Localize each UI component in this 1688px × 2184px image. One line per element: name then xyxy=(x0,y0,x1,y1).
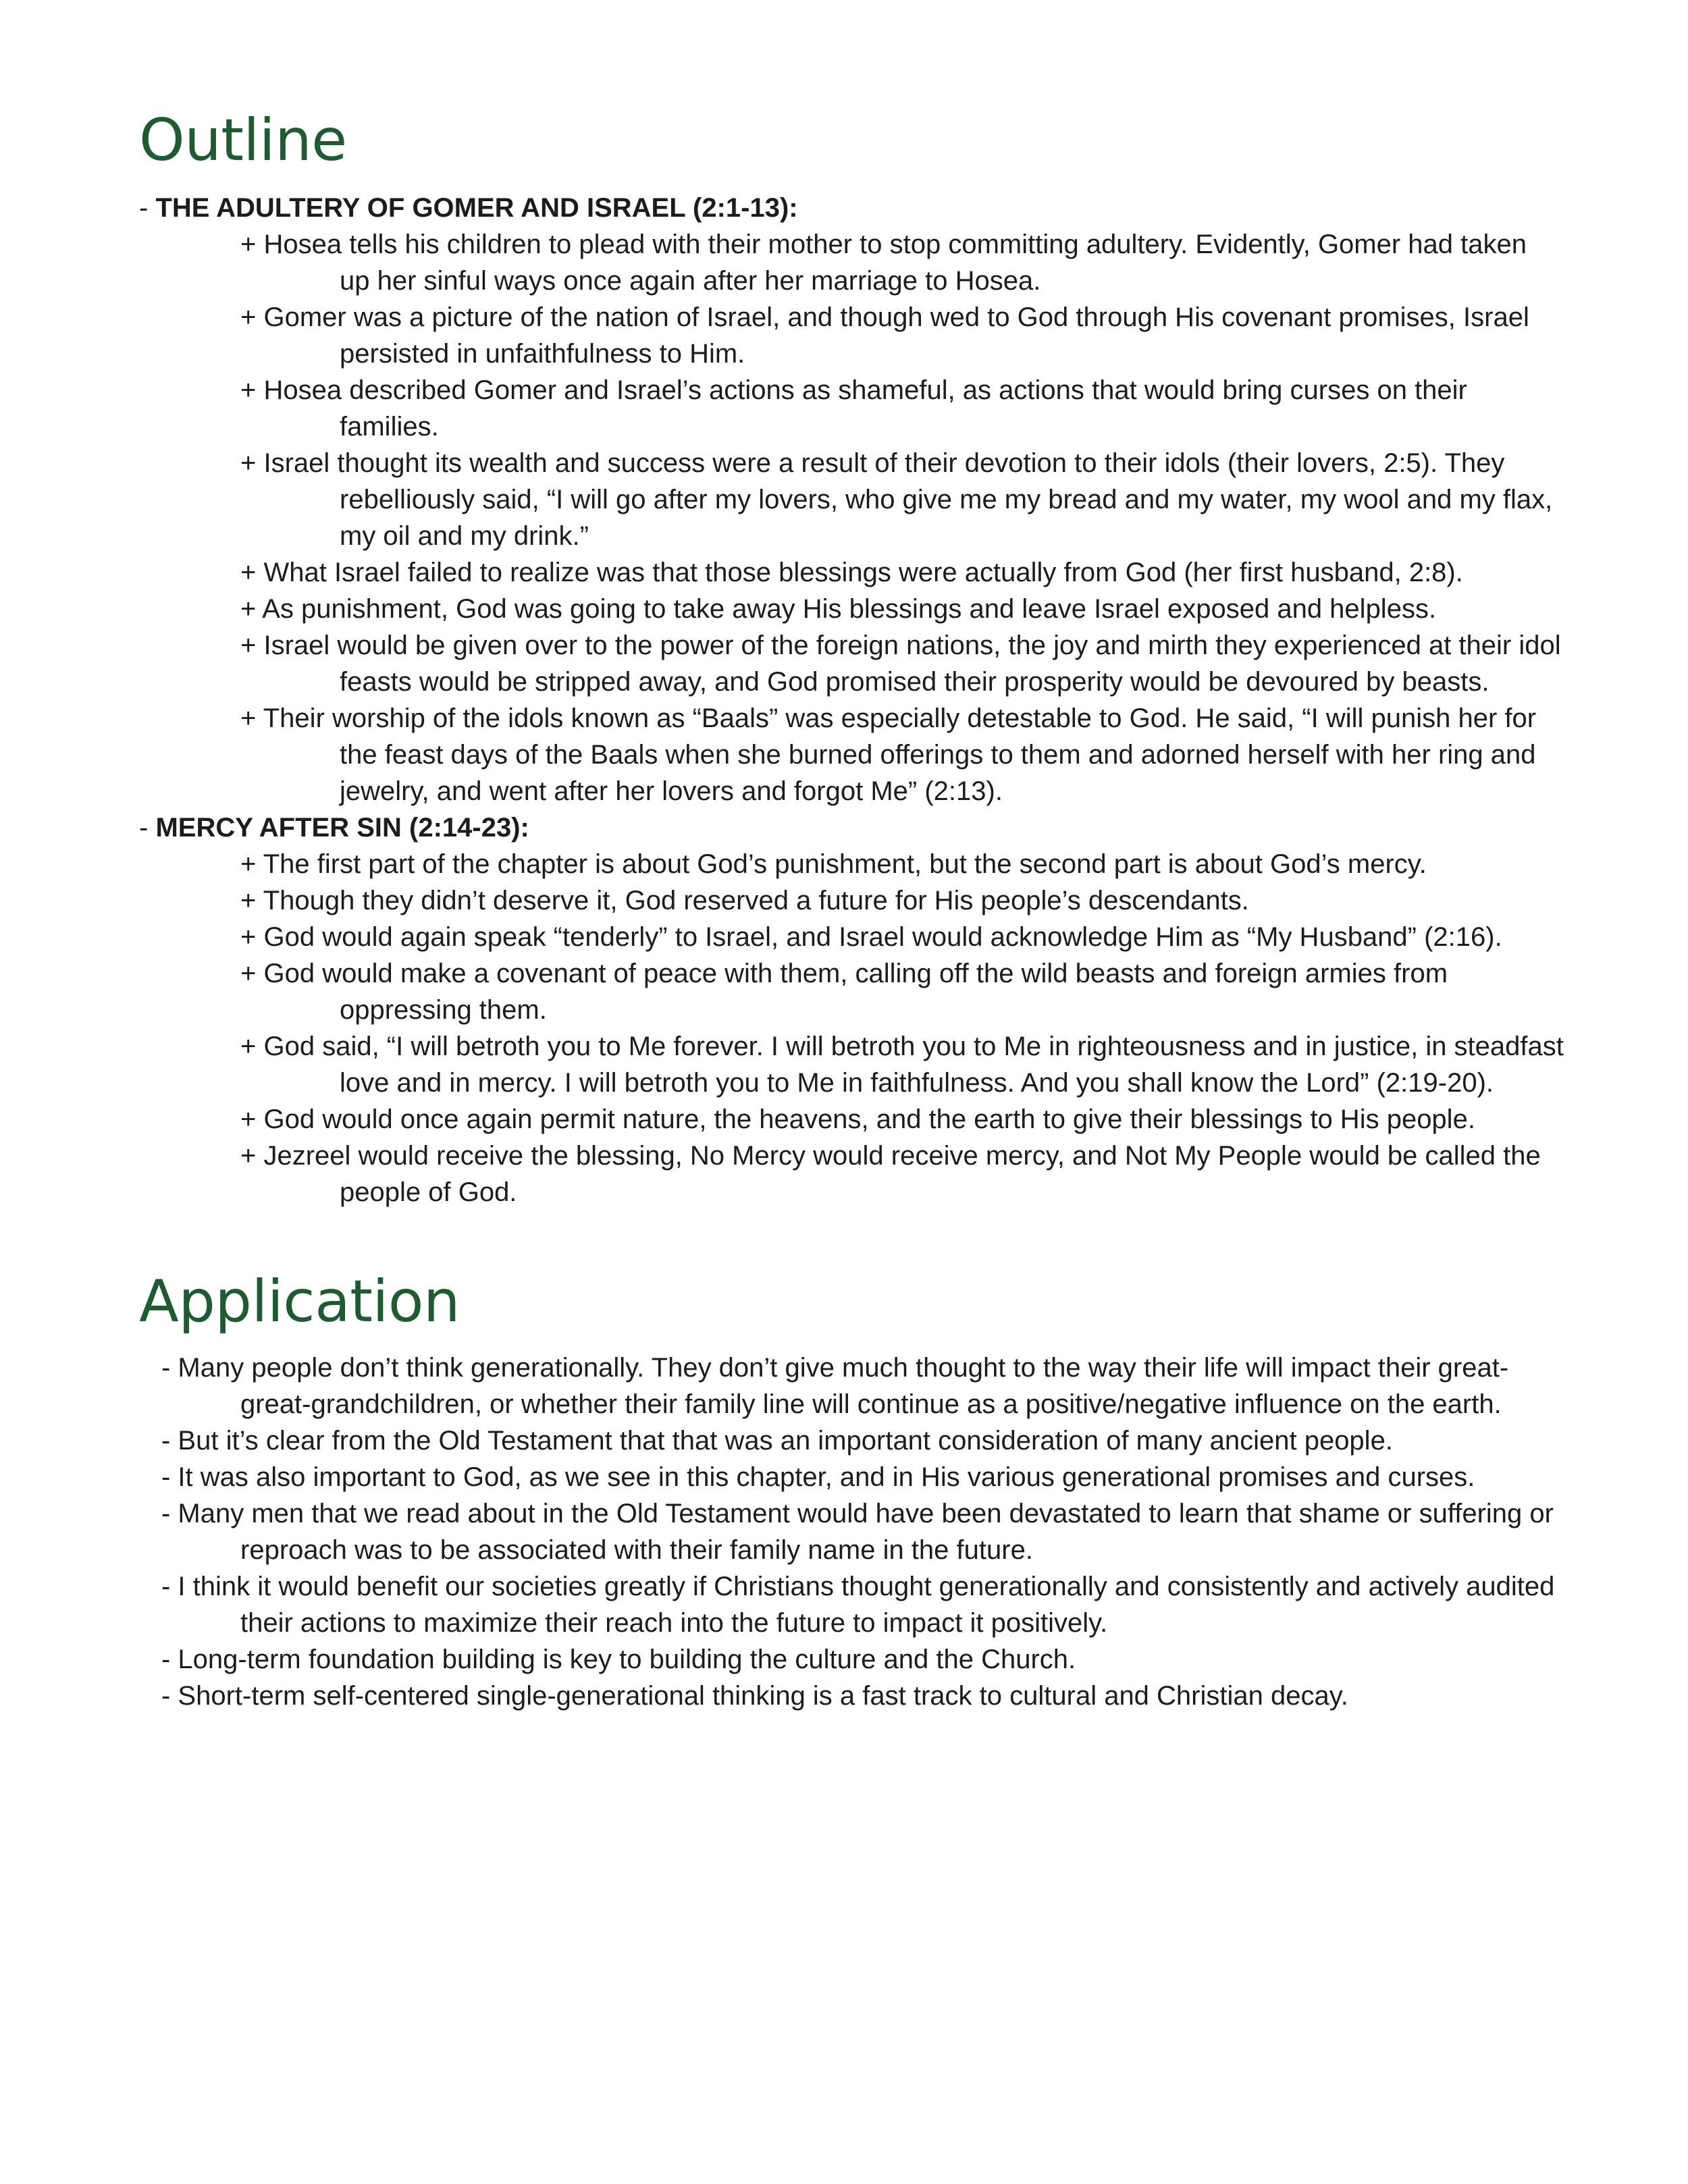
outline-point: + Hosea tells his children to plead with their mother to stop committing adultery. Evidently, Gomer had taken up her sinful ways once again after her marriage to Hosea. xyxy=(240,230,1527,296)
outline-point: + The first part of the chapter is about God’s punishment, but the second part is about God’s mercy. xyxy=(240,849,1427,879)
heading-dash: - xyxy=(139,193,156,223)
heading-text: THE ADULTERY OF GOMER AND ISRAEL (2:1-13): xyxy=(155,193,798,223)
application-title: Application xyxy=(139,1268,460,1335)
outline-heading xyxy=(139,190,1564,226)
outline-point: + Their worship of the idols known as “Baals” was especially detestable to God. He said, “I will punish her for the feast days of the Baals when she burned offerings to them and adorned herself with her ring and jewelry, and went after her lovers and forgot Me” (2:13). xyxy=(240,703,1537,806)
outline-point: + Israel thought its wealth and success were a result of their devotion to their idols (their lovers, 2:5). They rebelliously said, “I will go after my lovers, who give me my bread and my water, my wool and my flax, my oil and my drink.” xyxy=(240,448,1553,551)
application-point: - It was also important to God, as we see in this chapter, and in His various generational promises and curses. xyxy=(161,1462,1475,1492)
outline-point: + God would once again permit nature, the heavens, and the earth to give their blessings to His people. xyxy=(240,1104,1475,1134)
outline-title: Outline xyxy=(139,107,347,174)
outline-point: + God would make a covenant of peace with them, calling off the wild beasts and foreign armies from oppressing them. xyxy=(240,959,1448,1025)
outline-point: + Jezreel would receive the blessing, No Mercy would receive mercy, and Not My People would be called the people of God. xyxy=(240,1141,1541,1207)
document-page xyxy=(139,107,1564,1714)
application-point: - Short-term self-centered single-generational thinking is a fast track to cultural and Christian decay. xyxy=(161,1681,1348,1711)
outline-sub-list xyxy=(139,846,1564,1210)
outline-heading xyxy=(139,809,1564,846)
application-point: - But it’s clear from the Old Testament that that was an important consideration of many ancient people. xyxy=(161,1426,1393,1456)
outline-point: + Gomer was a picture of the nation of Israel, and though wed to God through His covenant promises, Israel persisted in unfaithfulness to Him. xyxy=(240,302,1529,369)
application-point: - I think it would benefit our societies greatly if Christians thought generationally and consistently and actively audited their actions to maximize their reach into the future to impact it positively. xyxy=(161,1572,1555,1638)
application-point: - Many men that we read about in the Old Testament would have been devastated to learn that shame or suffering or reproach was to be associated with their family name in the future. xyxy=(161,1499,1554,1565)
application-list xyxy=(139,1350,1564,1714)
outline-section-mercy xyxy=(139,809,1564,1210)
outline-point: + God would again speak “tenderly” to Israel, and Israel would acknowledge Him as “My Husband” (2:16). xyxy=(240,922,1502,952)
outline-point: + Israel would be given over to the power of the foreign nations, the joy and mirth they experienced at their idol feasts would be stripped away, and God promised their prosperity would be devoured by beasts. xyxy=(240,631,1561,697)
outline-sub-list xyxy=(139,226,1564,809)
outline-point: + Hosea described Gomer and Israel’s actions as shameful, as actions that would bring curses on their families. xyxy=(240,375,1467,442)
application-point: - Long-term foundation building is key to building the culture and the Church. xyxy=(161,1645,1076,1674)
application-point: - Many people don’t think generationally. They don’t give much thought to the way their life will impact their great-great-grandchildren, or whether their family line will continue as a positive/negative influence on the earth. xyxy=(161,1353,1509,1419)
outline-point: + As punishment, God was going to take away His blessings and leave Israel exposed and helpless. xyxy=(240,594,1437,624)
outline-point: + What Israel failed to realize was that those blessings were actually from God (her first husband, 2:8). xyxy=(240,558,1463,587)
outline-section-adultery xyxy=(139,190,1564,809)
outline-point: + Though they didn’t deserve it, God reserved a future for His people’s descendants. xyxy=(240,886,1249,915)
heading-text: MERCY AFTER SIN (2:14-23): xyxy=(155,813,529,843)
heading-dash: - xyxy=(139,813,156,843)
outline-point: + God said, “I will betroth you to Me forever. I will betroth you to Me in righteousness and in justice, in steadfast love and in mercy. I will betroth you to Me in faithfulness. And you shall know the Lord” (2:19-20). xyxy=(240,1032,1564,1098)
